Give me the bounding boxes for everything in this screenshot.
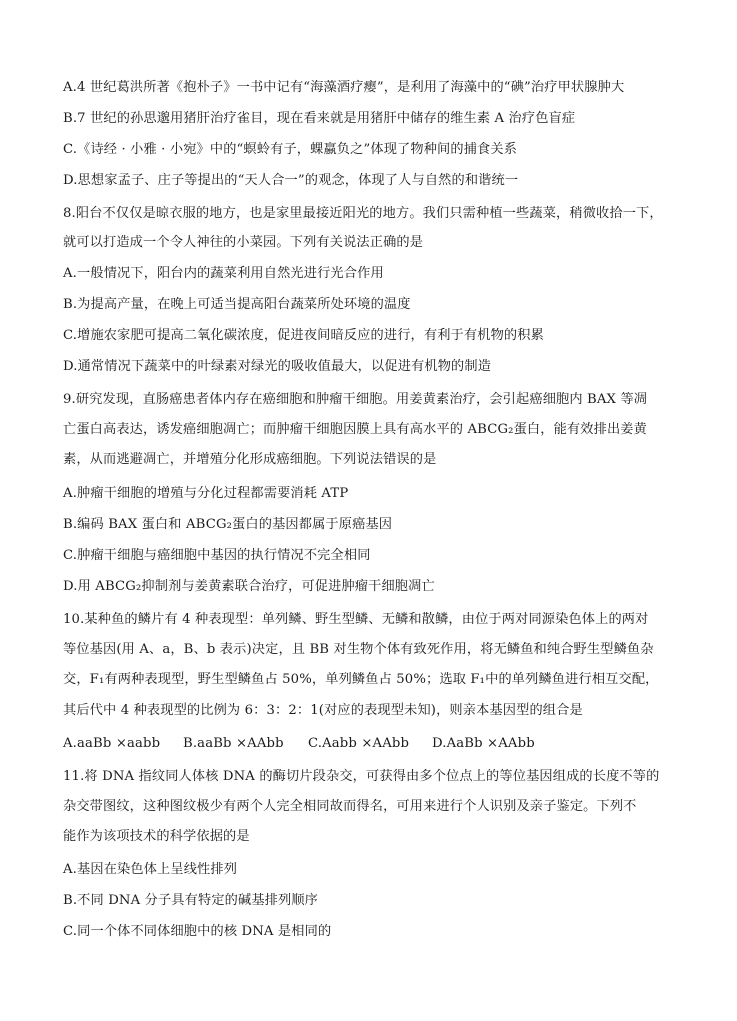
q10-option-b: B.aaBb ×AAbb: [183, 736, 284, 751]
q8-option-d: D.通常情况下蔬菜中的叶绿素对绿光的吸收值最大，以促进有机物的制造: [63, 359, 492, 374]
q7-option-d: D.思想家孟子、庄子等提出的“天人合一”的观念，体现了人与自然的和谐统一: [63, 173, 519, 188]
q10-option-a: A.aaBb ×aabb: [63, 736, 161, 751]
q8-option-b: B.为提高产量，在晚上可适当提高阳台蔬菜所处环境的温度: [63, 297, 411, 312]
q11-stem-line-3: 能作为该项技术的科学依据的是: [63, 829, 250, 844]
q9-stem-line-3: 素，从而逃避凋亡，并增殖分化形成癌细胞。下列说法错误的是: [63, 452, 437, 467]
q9-option-c: C.肿瘤干细胞与癌细胞中基因的执行情况不完全相同: [63, 548, 371, 563]
q10-option-d: D.AaBb ×AAbb: [432, 736, 535, 751]
q10-options-row: [63, 734, 693, 754]
q11-stem-line-2: 杂交带图纹，这种图纹极少有两个人完全相同故而得名，可用来进行个人识别及亲子鉴定。下列不: [63, 799, 637, 814]
q8-option-c: C.增施农家肥可提高二氧化碳浓度，促进夜间暗反应的进行，有利于有机物的积累: [63, 328, 544, 343]
q11-stem-line-1: 11.将 DNA 指纹同人体核 DNA 的酶切片段杂交，可获得由多个位点上的等位基因组成的长度不等的: [63, 769, 660, 784]
q10-option-c: C.Aabb ×AAbb: [308, 736, 410, 751]
q10-stem-line-3: 交，F₁有两种表现型，野生型鳞鱼占 50%，单列鳞鱼占 50%；选取 F₁中的单列鳞鱼进行相互交配，: [63, 672, 659, 687]
q8-stem-line-1: 8.阳台不仅仅是晾衣服的地方，也是家里最接近阳光的地方。我们只需种植一些蔬菜，稍微收拾一下，: [63, 206, 663, 221]
q9-option-d: D.用 ABCG₂抑制剂与姜黄素联合治疗，可促进肿瘤干细胞凋亡: [63, 579, 435, 594]
q9-option-a: A.肿瘤干细胞的增殖与分化过程都需要消耗 ATP: [63, 486, 349, 501]
q7-option-c: C.《诗经 · 小雅 · 小宛》中的“螟蛉有子，蜾蠃负之”体现了物种间的捕食关系: [63, 142, 518, 157]
q10-stem-line-2: 等位基因(用 A、a，B、b 表示)决定，且 BB 对生物个体有致死作用，将无鳞鱼和纯合野生型鳞鱼杂: [63, 642, 654, 657]
q9-stem-line-2: 亡蛋白高表达，诱发癌细胞凋亡；而肿瘤干细胞因膜上具有高水平的 ABCG₂蛋白，能有效排出姜黄: [63, 422, 647, 437]
q9-stem-line-1: 9.研究发现，直肠癌患者体内存在癌细胞和肿瘤干细胞。用姜黄素治疗，会引起癌细胞内 BAX 等凋: [63, 392, 648, 407]
q8-option-a: A.一般情况下，阳台内的蔬菜利用自然光进行光合作用: [63, 266, 384, 281]
q7-option-a: A.4 世纪葛洪所著《抱朴子》一书中记有“海藻酒疗瘿”，是利用了海藻中的“碘”治疗甲状腺肿大: [63, 80, 625, 95]
q11-option-c: C.同一个体不同体细胞中的核 DNA 是相同的: [63, 924, 332, 939]
q8-stem-line-2: 就可以打造成一个令人神往的小菜园。下列有关说法正确的是: [63, 235, 424, 250]
q11-option-a: A.基因在染色体上呈线性排列: [63, 862, 238, 877]
q11-option-b: B.不同 DNA 分子具有特定的碱基排列顺序: [63, 893, 319, 908]
q10-stem-line-4: 其后代中 4 种表现型的比例为 6：3：2：1(对应的表现型未知)，则亲本基因型的组合是: [63, 703, 583, 718]
q10-stem-line-1: 10.某种鱼的鳞片有 4 种表现型：单列鳞、野生型鳞、无鳞和散鳞，由位于两对同源染色体上的两对: [63, 612, 649, 627]
q7-option-b: B.7 世纪的孙思邈用猪肝治疗雀目，现在看来就是用猪肝中储存的维生素 A 治疗色盲症: [63, 111, 576, 126]
q9-option-b: B.编码 BAX 蛋白和 ABCG₂蛋白的基因都属于原癌基因: [63, 517, 393, 532]
